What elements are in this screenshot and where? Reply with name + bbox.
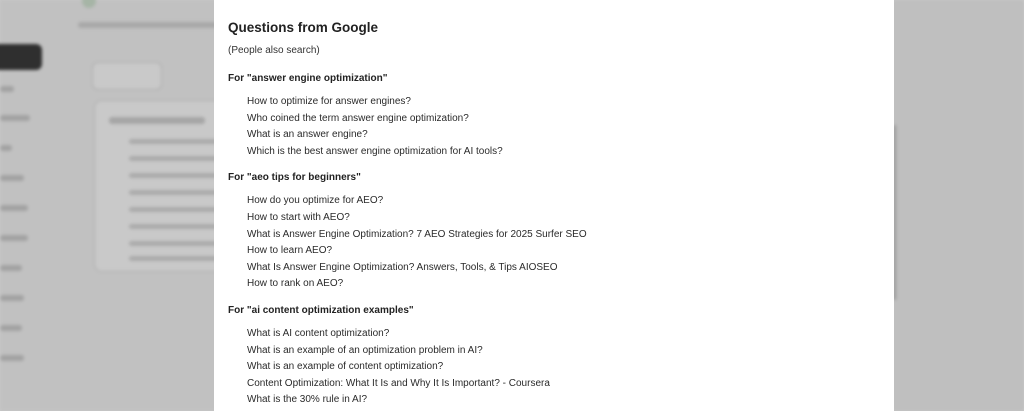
question-item[interactable]: What Is Answer Engine Optimization? Answers, Tools, & Tips AIOSEO (247, 261, 558, 273)
question-list (228, 94, 880, 160)
question-group (228, 171, 880, 293)
question-item[interactable]: What is an answer engine? (247, 129, 368, 141)
group-heading: For "answer engine optimization" (228, 73, 388, 84)
question-item[interactable]: What is Answer Engine Optimization? 7 AEO Strategies for 2025 Surfer SEO (247, 228, 587, 240)
group-heading: For "aeo tips for beginners" (228, 172, 361, 184)
question-item[interactable]: Content Optimization: What It Is and Why It Is Important? - Coursera (247, 377, 550, 389)
question-item[interactable]: What is AI content optimization? (247, 327, 390, 339)
group-heading: For "ai content optimization examples" (228, 304, 414, 316)
question-item[interactable]: How to optimize for answer engines? (247, 96, 411, 107)
question-group (228, 72, 880, 160)
question-item[interactable]: How to learn AEO? (247, 245, 333, 257)
modal-content (214, 0, 894, 409)
question-item[interactable]: What is the 30% rule in AI? (247, 394, 368, 406)
question-item[interactable]: How do you optimize for AEO? (247, 195, 384, 207)
question-item[interactable]: How to start with AEO? (247, 211, 350, 223)
questions-modal (214, 0, 894, 411)
question-list (228, 326, 880, 409)
question-item[interactable]: Who coined the term answer engine optimization? (247, 112, 469, 124)
question-item[interactable]: How to rank on AEO? (247, 278, 344, 290)
question-list (228, 193, 880, 293)
modal-title: Questions from Google (228, 20, 379, 35)
question-item[interactable]: What is an example of an optimization problem in AI? (247, 344, 483, 356)
modal-subtitle: (People also search) (228, 45, 320, 56)
question-item[interactable]: What is an example of content optimization? (247, 361, 444, 373)
question-item[interactable]: Which is the best answer engine optimization for AI tools? (247, 145, 503, 157)
question-group (228, 304, 880, 409)
